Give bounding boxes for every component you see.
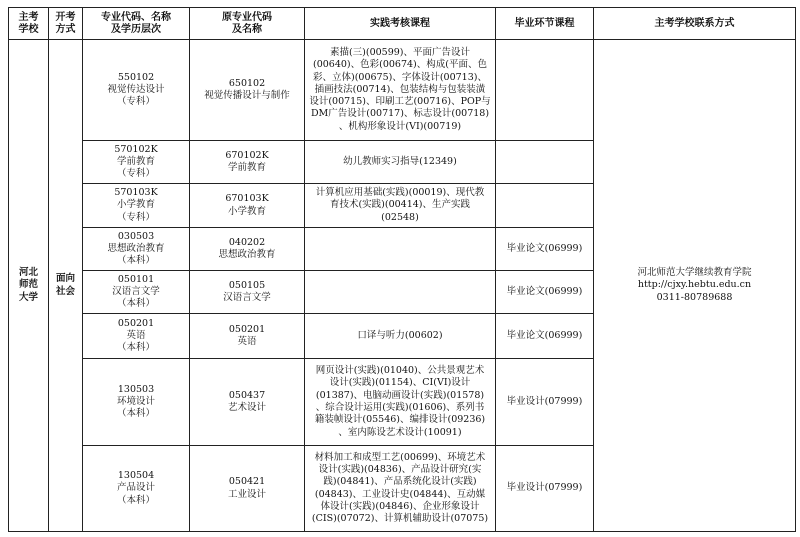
major-cell: 130503 环境设计 （本科） [83, 359, 190, 446]
mode-cell: 面向 社会 [49, 40, 83, 532]
exam-table [8, 7, 796, 532]
orig-cell: 050421 工业设计 [190, 446, 305, 532]
practice-cell: 素描(三)(00599)、平面广告设计 (00640)、色彩(00674)、构成(平面、色 彩、立体)(00675)、字体设计(00713)、 插画技法(00714)、包装结构与包装装潢 设计(00715)、印刷工艺(00716)、POP与 DM广告设计(00717)、标志设计(00718) 、机构形象设计(VI)(00719) [305, 40, 496, 141]
major-cell: 050201 英语 （本科） [83, 314, 190, 359]
header-contact: 主考学校联系方式 [594, 8, 796, 40]
orig-cell: 050201 英语 [190, 314, 305, 359]
orig-cell: 050437 艺术设计 [190, 359, 305, 446]
practice-cell: 材料加工和成型工艺(00699)、环境艺术 设计(实践)(04836)、产品设计研究(实 践)(04841)、产品系统化设计(实践) (04843)、工业设计史(04844)、互动媒 体设计(实践)(04846)、企业形象设计 (CIS)(07072)、计算机辅助设计(07075) [305, 446, 496, 532]
header-practice: 实践考核课程 [305, 8, 496, 40]
header-major-code: 专业代码、名称 及学历层次 [83, 8, 190, 40]
practice-cell [305, 271, 496, 314]
graduation-cell: 毕业论文(06999) [496, 228, 594, 271]
header-school: 主考 学校 [9, 8, 49, 40]
contact-cell: 河北师范大学继续教育学院 http://cjxy.hebtu.edu.cn 0311-80789688 [594, 40, 796, 532]
major-cell: 130504 产品设计 （本科） [83, 446, 190, 532]
graduation-cell [496, 184, 594, 228]
graduation-cell [496, 40, 594, 141]
graduation-cell: 毕业设计(07999) [496, 446, 594, 532]
school-cell: 河北 师范 大学 [9, 40, 49, 532]
major-cell: 050101 汉语言文学 （本科） [83, 271, 190, 314]
practice-cell [305, 228, 496, 271]
major-cell: 570102K 学前教育 （专科） [83, 141, 190, 184]
header-row [9, 8, 796, 40]
practice-cell: 幼儿教师实习指导(12349) [305, 141, 496, 184]
graduation-cell: 毕业设计(07999) [496, 359, 594, 446]
header-mode: 开考 方式 [49, 8, 83, 40]
practice-cell: 计算机应用基础(实践)(00019)、现代教 育技术(实践)(00414)、生产实践 (02548) [305, 184, 496, 228]
orig-cell: 670103K 小学教育 [190, 184, 305, 228]
practice-cell: 口译与听力(00602) [305, 314, 496, 359]
graduation-cell: 毕业论文(06999) [496, 314, 594, 359]
major-cell: 550102 视觉传达设计 （专科） [83, 40, 190, 141]
graduation-cell [496, 141, 594, 184]
orig-cell: 050105 汉语言文学 [190, 271, 305, 314]
orig-cell: 670102K 学前教育 [190, 141, 305, 184]
table-row [9, 40, 796, 141]
header-graduation: 毕业环节课程 [496, 8, 594, 40]
orig-cell: 650102 视觉传播设计与制作 [190, 40, 305, 141]
graduation-cell: 毕业论文(06999) [496, 271, 594, 314]
major-cell: 570103K 小学教育 （专科） [83, 184, 190, 228]
major-cell: 030503 思想政治教育 （本科） [83, 228, 190, 271]
orig-cell: 040202 思想政治教育 [190, 228, 305, 271]
practice-cell: 网页设计(实践)(01040)、公共景观艺术 设计(实践)(01154)、CI(VI)设计 (01387)、电脑动画设计(实践)(01578) 、综合设计运用(实践)(01606)、系列书 籍装帧设计(05546)、编排设计(09236) 、室内陈设艺术设计(10091) [305, 359, 496, 446]
header-orig-code: 原专业代码 及名称 [190, 8, 305, 40]
